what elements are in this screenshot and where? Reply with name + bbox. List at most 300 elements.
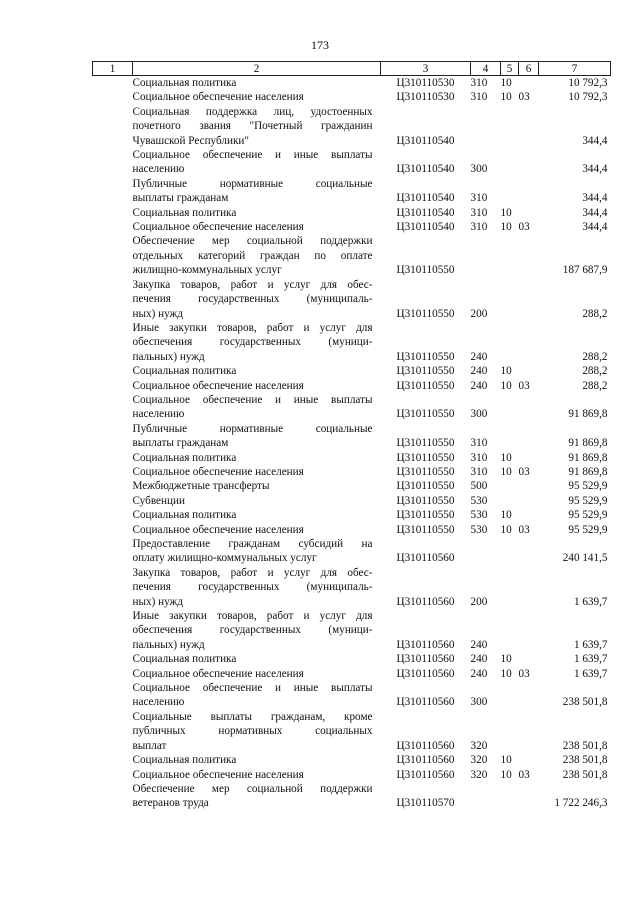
row-amount: 1 639,7	[573, 667, 608, 680]
description-line: Иные закупки товаров, работ и услуг для	[132, 321, 373, 334]
description-line: Иные закупки товаров, работ и услуг для	[132, 610, 373, 623]
row-section	[501, 710, 519, 753]
row-description	[133, 768, 381, 782]
row-target-code: Ц310110530	[396, 91, 455, 104]
row-subsection	[519, 566, 539, 609]
table-row	[93, 422, 611, 451]
description-line: Социальное обеспечение населения	[132, 221, 304, 234]
row-section: 10	[500, 754, 512, 767]
row-empty-cell	[93, 379, 133, 393]
table-row	[93, 206, 611, 220]
table-row	[93, 90, 611, 104]
row-target-code: Ц310110550	[396, 465, 455, 478]
budget-table	[92, 61, 611, 811]
row-expense-type: 530	[470, 523, 488, 536]
row-description	[133, 321, 381, 364]
row-target-code: Ц310110540	[396, 221, 455, 234]
description-line: Социальное обеспечение населения	[132, 379, 304, 392]
table-row	[93, 220, 611, 234]
row-empty-cell	[93, 105, 133, 148]
row-amount: 1 639,7	[573, 595, 608, 608]
description-line: почетного звания "Почетный гражданин	[132, 120, 373, 133]
description-line: Социальное обеспечение населения	[132, 465, 304, 478]
description-line: Социальное обеспечение населения	[132, 768, 304, 781]
row-description	[133, 479, 381, 493]
row-amount: 95 529,9	[568, 523, 608, 536]
description-line: жилищно-коммунальных услуг	[132, 264, 282, 277]
description-line: Социальное обеспечение населения	[132, 667, 304, 680]
row-section: 10	[500, 451, 512, 464]
row-amount: 288,2	[582, 350, 608, 363]
row-amount: 288,2	[582, 365, 608, 378]
row-section: 10	[500, 653, 512, 666]
description-line: Социальное обеспечение и иные выплаты	[132, 393, 373, 406]
row-empty-cell	[93, 782, 133, 811]
row-subsection	[519, 479, 539, 493]
description-line: населению	[132, 696, 185, 709]
row-empty-cell	[93, 537, 133, 566]
row-description	[133, 753, 381, 767]
row-subsection	[519, 206, 539, 220]
row-empty-cell	[93, 148, 133, 177]
row-empty-cell	[93, 220, 133, 234]
row-expense-type: 240	[470, 667, 488, 680]
row-empty-cell	[93, 479, 133, 493]
row-target-code: Ц310110560	[396, 739, 455, 752]
table-row	[93, 105, 611, 148]
row-amount: 344,4	[582, 163, 608, 176]
row-expense-type	[471, 537, 501, 566]
row-description	[133, 364, 381, 378]
header-col-3: 3	[381, 62, 471, 76]
row-empty-cell	[93, 652, 133, 666]
description-line: Социальное обеспечение и иные выплаты	[132, 149, 373, 162]
description-line: ных) нужд	[132, 595, 183, 608]
header-col-5: 5	[501, 62, 519, 76]
row-target-code: Ц310110540	[396, 206, 455, 219]
table-row	[93, 278, 611, 321]
row-empty-cell	[93, 422, 133, 451]
table-row	[93, 652, 611, 666]
row-empty-cell	[93, 321, 133, 364]
row-target-code: Ц310110540	[396, 134, 455, 147]
row-section	[501, 609, 519, 652]
table-row	[93, 537, 611, 566]
row-section	[501, 177, 519, 206]
row-amount: 91 869,8	[568, 408, 608, 421]
row-target-code: Ц310110560	[396, 653, 455, 666]
row-amount: 95 529,9	[568, 494, 608, 507]
row-expense-type	[471, 782, 501, 811]
description-line: Социальное обеспечение населения	[132, 91, 304, 104]
table-row	[93, 782, 611, 811]
row-empty-cell	[93, 364, 133, 378]
row-expense-type: 500	[470, 480, 488, 493]
row-expense-type: 240	[470, 350, 488, 363]
header-col-6: 6	[519, 62, 539, 76]
description-line: ветеранов труда	[132, 797, 209, 810]
description-line: Социальная политика	[132, 754, 237, 767]
row-section: 10	[500, 768, 512, 781]
row-subsection	[519, 148, 539, 177]
row-amount: 91 869,8	[568, 437, 608, 450]
row-amount: 288,2	[582, 307, 608, 320]
row-section	[501, 393, 519, 422]
row-expense-type: 310	[470, 91, 488, 104]
row-description	[133, 220, 381, 234]
description-line: печения государственных (муниципаль-	[132, 581, 373, 594]
description-line: Социальная политика	[132, 653, 237, 666]
row-subsection	[519, 105, 539, 148]
row-empty-cell	[93, 566, 133, 609]
description-line: пальных) нужд	[132, 350, 205, 363]
row-description	[133, 609, 381, 652]
row-subsection: 03	[518, 667, 530, 680]
row-expense-type: 240	[470, 379, 488, 392]
row-expense-type: 310	[470, 77, 488, 89]
description-line: отдельных категорий граждан по оплате	[132, 249, 373, 262]
row-section	[501, 148, 519, 177]
table-body	[93, 76, 611, 811]
table-row	[93, 753, 611, 767]
row-subsection	[519, 681, 539, 710]
row-amount: 238 501,8	[562, 696, 608, 709]
row-section: 10	[500, 379, 512, 392]
row-description	[133, 451, 381, 465]
row-description	[133, 90, 381, 104]
row-target-code: Ц310110550	[396, 494, 455, 507]
description-line: пальных) нужд	[132, 638, 205, 651]
row-expense-type: 300	[470, 408, 488, 421]
description-line: Межбюджетные трансферты	[132, 480, 270, 493]
table-row	[93, 523, 611, 537]
row-amount: 238 501,8	[562, 754, 608, 767]
row-amount: 238 501,8	[562, 768, 608, 781]
row-section	[501, 234, 519, 277]
row-description	[133, 537, 381, 566]
row-description	[133, 782, 381, 811]
row-amount: 288,2	[582, 379, 608, 392]
row-subsection: 03	[518, 523, 530, 536]
row-expense-type: 530	[470, 509, 488, 522]
row-subsection	[519, 652, 539, 666]
row-target-code: Ц310110550	[396, 408, 455, 421]
row-target-code: Ц310110530	[396, 77, 455, 89]
row-subsection	[519, 393, 539, 422]
description-line: Закупка товаров, работ и услуг для обес-	[132, 278, 373, 291]
description-line: населению	[132, 163, 185, 176]
row-target-code: Ц310110550	[396, 264, 455, 277]
row-empty-cell	[93, 90, 133, 104]
row-section: 10	[500, 365, 512, 378]
description-line: Обеспечение мер социальной поддержки	[132, 782, 373, 795]
table-row	[93, 148, 611, 177]
row-amount: 344,4	[582, 221, 608, 234]
description-line: Субвенции	[132, 494, 185, 507]
row-target-code: Ц310110560	[396, 638, 455, 651]
row-empty-cell	[93, 234, 133, 277]
row-amount: 240 141,5	[562, 552, 608, 565]
row-target-code: Ц310110540	[396, 163, 455, 176]
row-section: 10	[500, 465, 512, 478]
header-col-1: 1	[93, 62, 133, 76]
row-description	[133, 278, 381, 321]
description-line: Обеспечение мер социальной поддержки	[132, 235, 373, 248]
row-description	[133, 393, 381, 422]
row-empty-cell	[93, 523, 133, 537]
row-expense-type: 240	[470, 638, 488, 651]
table-row	[93, 393, 611, 422]
row-expense-type: 310	[470, 437, 488, 450]
row-empty-cell	[93, 76, 133, 91]
row-empty-cell	[93, 451, 133, 465]
row-amount: 1 722 246,3	[554, 797, 608, 810]
description-line: Социальная поддержка лиц, удостоенных	[132, 105, 373, 118]
row-section: 10	[500, 77, 512, 89]
description-line: ных) нужд	[132, 307, 183, 320]
row-target-code: Ц310110560	[396, 667, 455, 680]
table-row	[93, 364, 611, 378]
row-target-code: Ц310110550	[396, 480, 455, 493]
row-amount: 91 869,8	[568, 451, 608, 464]
description-line: населению	[132, 408, 185, 421]
description-line: Социальная политика	[132, 451, 237, 464]
table-row	[93, 76, 611, 91]
row-description	[133, 105, 381, 148]
row-amount: 187 687,9	[562, 264, 608, 277]
row-section	[501, 278, 519, 321]
description-line: печения государственных (муниципаль-	[132, 293, 373, 306]
row-empty-cell	[93, 753, 133, 767]
row-target-code: Ц310110560	[396, 696, 455, 709]
row-description	[133, 177, 381, 206]
row-target-code: Ц310110550	[396, 523, 455, 536]
row-empty-cell	[93, 681, 133, 710]
row-section	[501, 782, 519, 811]
row-empty-cell	[93, 667, 133, 681]
row-target-code: Ц310110560	[396, 552, 455, 565]
row-description	[133, 494, 381, 508]
row-description	[133, 234, 381, 277]
row-section	[501, 479, 519, 493]
row-expense-type: 200	[470, 595, 488, 608]
row-description	[133, 508, 381, 522]
row-description	[133, 523, 381, 537]
row-amount: 95 529,9	[568, 509, 608, 522]
row-subsection	[519, 177, 539, 206]
table-row	[93, 321, 611, 364]
row-subsection	[519, 278, 539, 321]
row-section	[501, 537, 519, 566]
row-expense-type	[471, 105, 501, 148]
row-empty-cell	[93, 710, 133, 753]
row-expense-type: 240	[470, 653, 488, 666]
row-description	[133, 667, 381, 681]
description-line: Чувашской Республики"	[132, 134, 249, 147]
row-target-code: Ц310110550	[396, 365, 455, 378]
row-amount: 95 529,9	[568, 480, 608, 493]
row-expense-type: 320	[470, 768, 488, 781]
row-section: 10	[500, 667, 512, 680]
row-empty-cell	[93, 508, 133, 522]
row-description	[133, 710, 381, 753]
row-subsection	[519, 76, 539, 91]
description-line: обеспечения государственных (муници-	[132, 624, 373, 637]
table-row	[93, 768, 611, 782]
description-line: Социальная политика	[132, 509, 237, 522]
row-target-code: Ц310110550	[396, 350, 455, 363]
description-line: Социальное обеспечение и иные выплаты	[132, 682, 373, 695]
row-subsection	[519, 508, 539, 522]
row-subsection	[519, 710, 539, 753]
row-description	[133, 422, 381, 451]
row-empty-cell	[93, 278, 133, 321]
table-row	[93, 177, 611, 206]
description-line: Социальные выплаты гражданам, кроме	[132, 710, 373, 723]
row-expense-type: 310	[470, 465, 488, 478]
row-target-code: Ц310110560	[396, 768, 455, 781]
row-subsection	[519, 422, 539, 451]
row-target-code: Ц310110550	[396, 509, 455, 522]
row-description	[133, 681, 381, 710]
row-expense-type	[471, 234, 501, 277]
row-section	[501, 321, 519, 364]
row-section	[501, 566, 519, 609]
description-line: публичных нормативных социальных	[132, 725, 373, 738]
row-expense-type: 300	[470, 163, 488, 176]
row-subsection: 03	[518, 379, 530, 392]
row-target-code: Ц310110550	[396, 451, 455, 464]
table-row	[93, 667, 611, 681]
row-amount: 10 792,3	[568, 77, 608, 89]
row-empty-cell	[93, 177, 133, 206]
row-amount: 10 792,3	[568, 91, 608, 104]
table-row	[93, 710, 611, 753]
table-row	[93, 465, 611, 479]
row-amount: 1 639,7	[573, 638, 608, 651]
row-expense-type: 200	[470, 307, 488, 320]
row-subsection	[519, 537, 539, 566]
description-line: Социальная политика	[132, 206, 237, 219]
table-row	[93, 609, 611, 652]
row-subsection	[519, 494, 539, 508]
description-line: Социальная политика	[132, 77, 237, 89]
description-line: выплаты гражданам	[132, 192, 229, 205]
description-line: Публичные нормативные социальные	[132, 177, 373, 190]
row-section: 10	[500, 206, 512, 219]
description-line: выплат	[132, 739, 167, 752]
row-target-code: Ц310110550	[396, 379, 455, 392]
row-expense-type: 310	[470, 221, 488, 234]
table-row	[93, 479, 611, 493]
row-target-code: Ц310110560	[396, 754, 455, 767]
row-amount: 91 869,8	[568, 465, 608, 478]
row-target-code: Ц310110550	[396, 307, 455, 320]
row-subsection	[519, 753, 539, 767]
header-col-4: 4	[471, 62, 501, 76]
row-subsection: 03	[518, 91, 530, 104]
row-subsection	[519, 321, 539, 364]
row-section	[501, 422, 519, 451]
row-amount: 344,4	[582, 192, 608, 205]
row-section: 10	[500, 523, 512, 536]
row-subsection: 03	[518, 221, 530, 234]
table-row	[93, 451, 611, 465]
row-expense-type: 240	[470, 365, 488, 378]
row-subsection	[519, 234, 539, 277]
row-amount: 1 639,7	[573, 653, 608, 666]
row-description	[133, 148, 381, 177]
row-subsection	[519, 451, 539, 465]
row-expense-type: 300	[470, 696, 488, 709]
row-subsection: 03	[518, 465, 530, 478]
row-description	[133, 566, 381, 609]
row-amount: 344,4	[582, 134, 608, 147]
description-line: Закупка товаров, работ и услуг для обес-	[132, 566, 373, 579]
row-subsection	[519, 364, 539, 378]
row-description	[133, 652, 381, 666]
row-empty-cell	[93, 206, 133, 220]
header-col-7: 7	[539, 62, 611, 76]
description-line: Социальное обеспечение населения	[132, 523, 304, 536]
row-empty-cell	[93, 494, 133, 508]
description-line: оплату жилищно-коммунальных услуг	[132, 552, 317, 565]
row-target-code: Ц310110550	[396, 437, 455, 450]
row-subsection: 03	[518, 768, 530, 781]
row-amount: 238 501,8	[562, 739, 608, 752]
row-description	[133, 206, 381, 220]
row-section: 10	[500, 509, 512, 522]
row-empty-cell	[93, 393, 133, 422]
description-line: Предоставление гражданам субсидий на	[132, 538, 373, 550]
row-expense-type: 320	[470, 739, 488, 752]
table-row	[93, 508, 611, 522]
table-row	[93, 494, 611, 508]
table-row	[93, 566, 611, 609]
row-subsection	[519, 609, 539, 652]
description-line: Публичные нормативные социальные	[132, 422, 373, 435]
table-row	[93, 234, 611, 277]
row-description	[133, 465, 381, 479]
row-subsection	[519, 782, 539, 811]
description-line: выплаты гражданам	[132, 437, 229, 450]
row-expense-type: 310	[470, 206, 488, 219]
row-section	[501, 681, 519, 710]
row-section	[501, 105, 519, 148]
table-row	[93, 681, 611, 710]
row-empty-cell	[93, 609, 133, 652]
page-number: 173	[311, 38, 329, 52]
row-amount: 344,4	[582, 206, 608, 219]
row-description	[133, 379, 381, 393]
row-section: 10	[500, 221, 512, 234]
row-expense-type: 310	[470, 451, 488, 464]
description-line: Социальная политика	[132, 365, 237, 378]
header-col-2: 2	[133, 62, 381, 76]
row-target-code: Ц310110540	[396, 192, 455, 205]
row-expense-type: 320	[470, 754, 488, 767]
row-description	[133, 76, 381, 91]
row-expense-type: 530	[470, 494, 488, 507]
row-expense-type: 310	[470, 192, 488, 205]
row-section: 10	[500, 91, 512, 104]
row-empty-cell	[93, 465, 133, 479]
table-row	[93, 379, 611, 393]
row-section	[501, 494, 519, 508]
row-target-code: Ц310110560	[396, 595, 455, 608]
row-empty-cell	[93, 768, 133, 782]
table-header-row	[93, 62, 611, 76]
